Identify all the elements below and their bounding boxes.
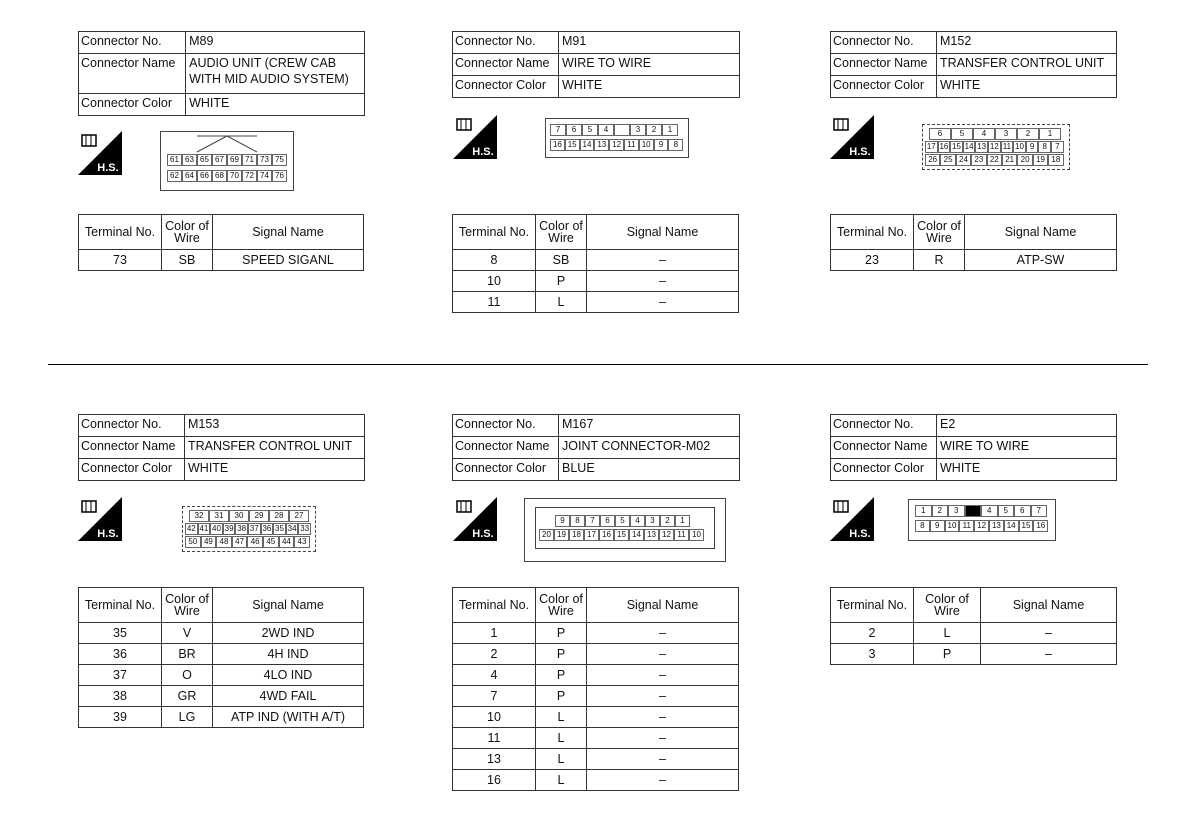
signal-name-cell: – [587,707,739,728]
connector-face-m91 [545,118,689,158]
wire-color-cell: SB [162,250,213,271]
table-row [831,644,1117,665]
connector-pin: 75 [272,154,287,166]
connector-pin: 3 [948,505,965,517]
terminal-cell: 2 [453,644,536,665]
terminal-no-header: Terminal No. [831,215,914,250]
connector-name-value: AUDIO UNIT (CREW CAB WITH MID AUDIO SYSTEM) [186,54,365,94]
table-row [79,623,364,644]
connector-name-value: TRANSFER CONTROL UNIT [937,54,1117,76]
terminal-cell: 10 [453,707,536,728]
signal-name-header: Signal Name [587,588,739,623]
connector-pin: 30 [229,510,249,522]
connector-pin: 11 [1001,141,1014,153]
connector-block-e2 [830,414,1117,481]
connector-pin: 2 [932,505,949,517]
connector-no-value: M89 [186,32,365,54]
connector-face-m167 [524,498,726,562]
wire-color-cell: P [536,271,587,292]
connector-pin: 1 [915,505,932,517]
connector-pin: 45 [263,536,279,548]
connector-pin: 41 [199,524,209,533]
connector-pin: 5 [582,124,598,136]
signal-table [78,214,364,271]
connector-color-value: WHITE [937,459,1117,481]
connector-pin: 47 [232,536,248,548]
wire-color-cell: BR [162,644,213,665]
connector-pin: 12 [659,529,674,541]
signal-table-block-m91 [452,214,739,313]
connector-pin: 34 [287,524,297,533]
connector-pin: 1 [662,124,678,136]
signal-table-block-m153 [78,587,364,728]
signal-table-block-m89 [78,214,364,271]
connector-name-label: Connector Name [831,437,937,459]
signal-name-cell: – [587,665,739,686]
signal-name-header: Signal Name [981,588,1117,623]
connector-pin: 15 [952,142,961,151]
connector-pin: 3 [645,515,660,527]
wire-color-cell: P [536,686,587,707]
connector-pin: 16 [599,529,614,541]
signal-name-header: Signal Name [587,215,739,250]
connector-pin: 17 [584,529,599,541]
connector-pin: 6 [600,515,615,527]
terminal-cell: 10 [453,271,536,292]
wire-color-cell: L [536,707,587,728]
signal-table [78,587,364,728]
terminal-cell: 7 [453,686,536,707]
connector-pin: 38 [237,524,247,533]
wire-color-cell: V [162,623,213,644]
signal-table [830,587,1117,665]
terminal-no-header: Terminal No. [79,215,162,250]
connector-no-value: M153 [185,415,365,437]
signal-table-block-m167 [452,587,739,791]
connector-pin: 13 [594,139,609,151]
connector-pin: 44 [279,536,295,548]
connector-pin: 72 [242,170,257,182]
connector-block-m152 [830,31,1117,98]
connector-pin: 70 [227,170,242,182]
signal-name-cell: – [587,292,739,313]
connector-pin: 50 [185,536,201,548]
connector-pin: 13 [989,520,1004,532]
connector-pin: 9 [654,139,669,151]
terminal-cell: 35 [79,623,162,644]
hs-label: H.S. [849,528,871,540]
connector-pin: 20 [1017,154,1032,166]
hs-label: H.S. [97,528,119,540]
table-row [453,749,739,770]
connector-color-value: WHITE [185,459,365,481]
table-row [453,770,739,791]
signal-name-cell: ATP IND (WITH A/T) [213,707,364,728]
connector-pin: 25 [940,154,955,166]
connector-pin: 3 [630,124,646,136]
hs-label: H.S. [472,528,494,540]
connector-name-value: WIRE TO WIRE [559,54,740,76]
connector-pin: 67 [212,154,227,166]
signal-name-cell: 4H IND [213,644,364,665]
connector-no-value: M167 [559,415,740,437]
connector-pin: 10 [639,139,654,151]
connector-pin: 16 [550,139,565,151]
connector-pin: 13 [977,142,987,151]
connector-info-table [452,414,740,481]
table-row [79,250,364,271]
signal-table [830,214,1117,271]
table-row [831,623,1117,644]
connector-color-label: Connector Color [453,459,559,481]
connector-color-label: Connector Color [831,76,937,98]
signal-name-cell: SPEED SIGANL [213,250,364,271]
signal-table-block-e2 [830,587,1117,665]
connector-pin: 5 [615,515,630,527]
harness-side-icon [78,131,122,175]
connector-pin: 11 [674,529,689,541]
terminal-cell: 38 [79,686,162,707]
table-row [453,665,739,686]
table-row [831,250,1117,271]
connector-pin: 16 [1033,520,1048,532]
connector-pin: 62 [167,170,182,182]
hs-label: H.S. [472,146,494,158]
connector-pin: 8 [668,139,683,151]
connector-pin: 10 [1015,142,1024,151]
connector-pin: 18 [1048,154,1063,166]
connector-block-m91 [452,31,740,98]
signal-name-header: Signal Name [213,215,364,250]
signal-name-header: Signal Name [213,588,364,623]
signal-name-cell: – [587,623,739,644]
terminal-no-header: Terminal No. [831,588,914,623]
wire-color-header: Color of Wire [914,215,965,250]
connector-pin: 1 [675,515,690,527]
connector-pin: 63 [182,154,197,166]
signal-name-cell: – [587,250,739,271]
connector-pin: 15 [565,139,580,151]
wire-color-cell: L [536,749,587,770]
connector-no-label: Connector No. [453,415,559,437]
wire-color-header: Color of Wire [536,215,587,250]
connector-pin: 9 [930,520,945,532]
signal-name-cell: – [587,728,739,749]
connector-pin: 10 [945,520,960,532]
connector-pin: 8 [570,515,585,527]
terminal-cell: 36 [79,644,162,665]
connector-pin: 14 [580,139,595,151]
connector-info-table [830,414,1117,481]
connector-name-value: WIRE TO WIRE [937,437,1117,459]
section-divider [48,364,1148,365]
connector-no-label: Connector No. [831,32,937,54]
terminal-cell: 13 [453,749,536,770]
connector-pin: 29 [249,510,269,522]
connector-color-label: Connector Color [831,459,937,481]
signal-name-cell: – [587,686,739,707]
connector-color-value: BLUE [559,459,740,481]
connector-pin: 6 [929,128,951,140]
connector-pin: 4 [630,515,645,527]
pin-blank [614,124,630,136]
signal-name-cell: – [587,644,739,665]
table-row [453,644,739,665]
signal-name-cell: ATP-SW [965,250,1117,271]
connector-pin: 4 [981,505,998,517]
connector-pin: 2 [646,124,662,136]
connector-no-label: Connector No. [79,32,186,54]
connector-pin: 66 [197,170,212,182]
wire-color-cell: L [914,623,981,644]
signal-name-cell: 2WD IND [213,623,364,644]
connector-pin: 12 [974,520,989,532]
connector-pin: 4 [598,124,614,136]
wire-color-cell: L [536,770,587,791]
signal-name-cell: 4WD FAIL [213,686,364,707]
connector-pin: 27 [289,510,309,522]
terminal-cell: 11 [453,728,536,749]
connector-pin: 14 [964,142,974,151]
connector-pin: 12 [609,139,624,151]
table-row [79,686,364,707]
table-row [79,665,364,686]
connector-pin: 9 [555,515,570,527]
terminal-cell: 39 [79,707,162,728]
wire-color-header: Color of Wire [914,588,981,623]
connector-pin: 28 [269,510,289,522]
wire-color-cell: P [536,665,587,686]
connector-pin: 39 [224,524,234,533]
table-row [453,728,739,749]
table-row [453,707,739,728]
connector-pin: 7 [550,124,566,136]
wire-color-cell: O [162,665,213,686]
connector-pin: 31 [209,510,229,522]
connector-pin: 1 [1039,128,1061,140]
connector-pin: 26 [925,154,940,166]
connector-no-label: Connector No. [831,415,937,437]
connector-pin: 49 [201,536,217,548]
connector-pin: 19 [554,529,569,541]
connector-pin: 7 [1051,141,1064,153]
wire-color-header: Color of Wire [536,588,587,623]
connector-pin: 36 [262,524,272,533]
wire-color-cell: P [536,623,587,644]
connector-no-value: E2 [937,415,1117,437]
signal-name-cell: – [587,770,739,791]
signal-name-header: Signal Name [965,215,1117,250]
connector-face-m153 [182,506,316,552]
connector-pin: 7 [1031,505,1048,517]
connector-pin: 9 [1026,141,1039,153]
connector-pin: 2 [660,515,675,527]
signal-name-cell: – [587,749,739,770]
connector-no-label: Connector No. [79,415,185,437]
connector-pin: 16 [939,142,949,151]
signal-name-cell: – [981,623,1117,644]
connector-pin: 61 [167,154,182,166]
wire-color-header: Color of Wire [162,215,213,250]
signal-table-block-m152 [830,214,1117,271]
table-row [453,623,739,644]
connector-pin: 14 [629,529,644,541]
connector-pin: 24 [956,154,971,166]
terminal-cell: 73 [79,250,162,271]
table-row [453,271,739,292]
connector-pin: 23 [971,154,986,166]
connector-pin: 43 [294,536,310,548]
connector-pin: 19 [1033,154,1048,166]
connector-pin: 37 [249,524,259,533]
connector-pin: 71 [242,154,257,166]
connector-pin: 22 [987,154,1002,166]
terminal-no-header: Terminal No. [79,588,162,623]
connector-pin: 10 [689,529,704,541]
connector-pin: 32 [189,510,209,522]
connector-pin: 21 [1002,154,1017,166]
connector-pin: 69 [227,154,242,166]
connector-pin: 74 [257,170,272,182]
harness-side-icon [830,497,874,541]
connector-block-m153 [78,414,365,481]
connector-pin: 18 [569,529,584,541]
signal-name-cell: – [981,644,1117,665]
harness-side-icon [78,497,122,541]
connector-pin: 15 [614,529,629,541]
connector-color-label: Connector Color [453,76,559,98]
connector-pin: 5 [951,128,973,140]
connector-face-e2 [908,499,1056,541]
connector-name-value: JOINT CONNECTOR-M02 [559,437,740,459]
terminal-cell: 23 [831,250,914,271]
terminal-cell: 11 [453,292,536,313]
signal-table [452,214,739,313]
terminal-cell: 4 [453,665,536,686]
wire-color-cell: L [536,728,587,749]
connector-face-m89 [160,131,294,191]
connector-info-table [78,31,365,116]
connector-pin: 5 [998,505,1015,517]
wire-color-cell: LG [162,707,213,728]
terminal-cell: 37 [79,665,162,686]
terminal-no-header: Terminal No. [453,588,536,623]
connector-info-table [830,31,1117,98]
table-row [79,644,364,665]
connector-name-label: Connector Name [79,437,185,459]
table-row [453,292,739,313]
connector-pin: 20 [539,529,554,541]
wire-color-cell: L [536,292,587,313]
connector-pin: 8 [915,520,930,532]
connector-pin: 12 [989,142,999,151]
connector-no-value: M152 [937,32,1117,54]
connector-pin: 7 [585,515,600,527]
connector-face-m152 [922,124,1070,170]
wire-color-cell: SB [536,250,587,271]
connector-color-label: Connector Color [79,459,185,481]
connector-pin: 14 [1004,520,1019,532]
connector-name-label: Connector Name [453,54,559,76]
terminal-cell: 3 [831,644,914,665]
connector-pin: 64 [182,170,197,182]
wire-color-cell: P [536,644,587,665]
signal-name-cell: 4LO IND [213,665,364,686]
connector-pin: 6 [566,124,582,136]
connector-pin: 11 [624,139,639,151]
harness-side-icon [453,497,497,541]
connector-pin: 2 [1017,128,1039,140]
connector-pin: 68 [212,170,227,182]
terminal-cell: 8 [453,250,536,271]
connector-pin: 4 [973,128,995,140]
harness-side-icon [453,115,497,159]
connector-pin: 35 [275,524,284,533]
connector-pin: 40 [212,524,221,533]
wire-color-cell: GR [162,686,213,707]
connector-no-value: M91 [559,32,740,54]
connector-block-m89 [78,31,365,116]
terminal-cell: 16 [453,770,536,791]
table-row [453,250,739,271]
connector-name-label: Connector Name [79,54,186,94]
terminal-cell: 2 [831,623,914,644]
connector-name-value: TRANSFER CONTROL UNIT [185,437,365,459]
connector-color-value: WHITE [186,94,365,116]
table-row [79,707,364,728]
hs-label: H.S. [97,162,119,174]
connector-pin: 6 [1014,505,1031,517]
connector-color-value: WHITE [937,76,1117,98]
connector-name-label: Connector Name [453,437,559,459]
signal-name-cell: – [587,271,739,292]
connector-block-m167 [452,414,740,481]
connector-pin: 65 [197,154,212,166]
connector-pin: 42 [186,524,196,533]
connector-color-value: WHITE [559,76,740,98]
connector-pin: 76 [272,170,287,182]
signal-table [452,587,739,791]
pin-blank [965,505,982,517]
connector-pin: 13 [644,529,659,541]
connector-pin: 3 [995,128,1017,140]
connector-pin: 17 [926,142,936,151]
connector-pin: 73 [257,154,272,166]
connector-pin: 15 [1019,520,1034,532]
harness-side-icon [830,115,874,159]
hs-label: H.S. [849,146,871,158]
connector-name-label: Connector Name [831,54,937,76]
connector-pin: 48 [216,536,232,548]
connector-color-label: Connector Color [79,94,186,116]
connector-pin: 8 [1038,141,1051,153]
wire-color-header: Color of Wire [162,588,213,623]
wire-color-cell: R [914,250,965,271]
connector-pin: 46 [247,536,263,548]
connector-info-table [452,31,740,98]
connector-info-table [78,414,365,481]
connector-no-label: Connector No. [453,32,559,54]
connector-pin: 11 [959,520,974,532]
terminal-cell: 1 [453,623,536,644]
terminal-no-header: Terminal No. [453,215,536,250]
connector-pin: 33 [300,524,310,533]
table-row [453,686,739,707]
wire-color-cell: P [914,644,981,665]
